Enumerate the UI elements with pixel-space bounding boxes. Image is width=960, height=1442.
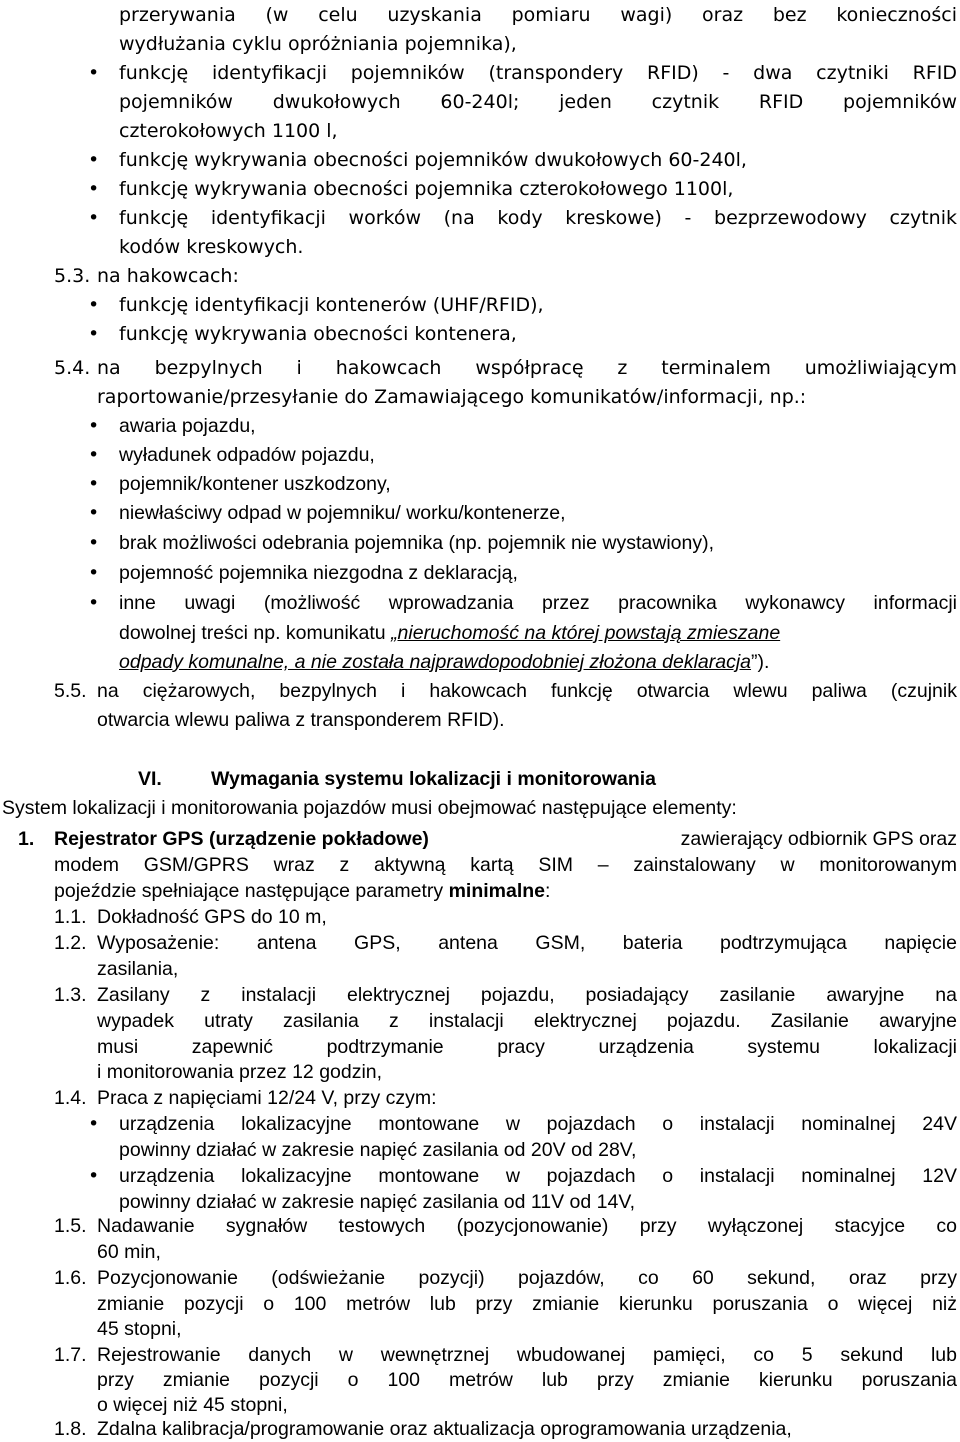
bullet-icon: •	[88, 415, 100, 437]
list-item: funkcję identyfikacji kontenerów (UHF/RFID),	[119, 294, 544, 316]
subitem-text: Dokładność GPS do 10 m,	[97, 906, 327, 928]
italic-quote: odpady komunalne, a nie została najprawdopodobniej złożona deklaracja	[119, 651, 752, 673]
bullet-icon: •	[88, 62, 100, 84]
plain-text: ”).	[751, 651, 770, 673]
subitem-text: zmianie pozycji o 100 metrów lub przy zmianie kierunku poruszania o więcej niż	[97, 1293, 957, 1315]
plain-text: pojeździe spełniające następujące parametry	[54, 880, 449, 902]
list-item: pojemnik/kontener uszkodzony,	[119, 473, 391, 495]
list-item: urządzenia lokalizacyjne montowane w pojazdach o instalacji nominalnej 12V	[119, 1165, 957, 1187]
list-item: inne uwagi (możliwość wprowadzania przez pracownika wykonawcy informacji	[119, 592, 957, 614]
item-number: 1.	[18, 828, 35, 850]
section-text: na ciężarowych, bezpylnych i hakowcach funkcję otwarcia wlewu paliwa (czujnik	[97, 680, 957, 702]
subitem-number: 1.7.	[54, 1344, 87, 1366]
subitem-text: o więcej niż 45 stopni,	[97, 1394, 288, 1416]
subitem-text: zasilania,	[97, 958, 179, 980]
list-item-cont: czterokołowych 1100 l,	[119, 120, 338, 142]
bullet-icon: •	[88, 502, 100, 524]
subitem-text: Zdalna kalibracja/programowanie oraz aktualizacja oprogramowania urządzenia,	[97, 1418, 792, 1440]
section-number: VI.	[138, 768, 162, 790]
list-item: awaria pojazdu,	[119, 415, 256, 437]
subitem-text: Rejestrowanie danych w wewnętrznej wbudowanej pamięci, co 5 sekund lub	[97, 1344, 957, 1366]
plain-text: dowolnej treści np. komunikatu	[119, 622, 392, 644]
section-number: 5.4.	[54, 357, 91, 379]
bold-text: Rejestrator GPS (urządzenie pokładowe)	[54, 828, 429, 850]
list-item-cont: powinny działać w zakresie napięć zasilania od 11V od 14V,	[119, 1191, 635, 1213]
subitem-number: 1.2.	[54, 932, 87, 954]
subitem-text: Wyposażenie: antena GPS, antena GSM, bateria podtrzymująca napięcie	[97, 932, 957, 954]
bullet-icon: •	[88, 532, 100, 554]
italic-quote: „nieruchomość na której powstają zmieszane	[391, 622, 781, 644]
text-line: wydłużania cyklu opróżniania pojemnika),	[119, 33, 517, 55]
bullet-icon: •	[88, 1113, 100, 1135]
subitem-text: Nadawanie sygnałów testowych (pozycjonowanie) przy wyłączonej stacyjce co	[97, 1215, 957, 1237]
bullet-icon: •	[88, 294, 100, 316]
item-text	[54, 826, 957, 852]
subitem-text: i monitorowania przez 12 godzin,	[97, 1061, 383, 1083]
plain-text: zawierający odbiornik GPS oraz	[680, 828, 957, 850]
list-item: wyładunek odpadów pojazdu,	[119, 444, 375, 466]
list-item: brak możliwości odebrania pojemnika (np. pojemnik nie wystawiony),	[119, 532, 715, 554]
subitem-text: 45 stopni,	[97, 1318, 182, 1340]
intro-text: System lokalizacji i monitorowania pojazdów musi obejmować następujące elementy:	[2, 797, 737, 819]
section-text: otwarcia wlewu paliwa z transponderem RFID).	[97, 709, 505, 731]
list-item-cont: kodów kreskowych.	[119, 236, 304, 258]
subitem-text: Praca z napięciami 12/24 V, przy czym:	[97, 1087, 437, 1109]
bullet-icon: •	[88, 323, 100, 345]
item-text	[54, 878, 550, 904]
subitem-number: 1.1.	[54, 906, 87, 928]
bullet-icon: •	[88, 444, 100, 466]
bold-text: minimalne	[448, 880, 546, 902]
subitem-text: przy zmianie pozycji o 100 metrów lub przy zmianie kierunku poruszania	[97, 1369, 957, 1391]
subitem-number: 1.8.	[54, 1418, 87, 1440]
subitem-text: musi zapewnić podtrzymanie pracy urządzenia systemu lokalizacji	[97, 1036, 957, 1058]
subitem-number: 1.4.	[54, 1087, 87, 1109]
section-number: 5.5.	[54, 680, 87, 702]
text-line: przerywania (w celu uzyskania pomiaru wagi) oraz bez konieczności	[119, 4, 957, 26]
list-item-cont: pojemników dwukołowych 60-240l; jeden czytnik RFID pojemników	[119, 91, 957, 113]
list-item: niewłaściwy odpad w pojemniku/ worku/kontenerze,	[119, 502, 566, 524]
subitem-number: 1.6.	[54, 1267, 87, 1289]
list-item-cont: powinny działać w zakresie napięć zasilania od 20V od 28V,	[119, 1139, 637, 1161]
list-item: funkcję wykrywania obecności kontenera,	[119, 323, 517, 345]
plain-text: :	[545, 880, 551, 902]
bullet-icon: •	[88, 1165, 100, 1187]
item-text: modem GSM/GPRS wraz z aktywną kartą SIM – zainstalowany w monitorowanym	[54, 854, 957, 876]
section-title: Wymagania systemu lokalizacji i monitorowania	[211, 768, 657, 790]
section-heading: na hakowcach:	[97, 265, 239, 287]
subitem-text: 60 min,	[97, 1241, 161, 1263]
section-text: raportowanie/przesyłanie do Zamawiającego komunikatów/informacji, np.:	[97, 386, 807, 408]
list-item: funkcję identyfikacji worków (na kody kreskowe) - bezprzewodowy czytnik	[119, 207, 957, 229]
bullet-icon: •	[88, 149, 100, 171]
list-item-cont	[119, 620, 780, 646]
subitem-text: Zasilany z instalacji elektrycznej pojazdu, posiadający zasilanie awaryjne na	[97, 984, 957, 1006]
bullet-icon: •	[88, 562, 100, 584]
section-number: 5.3.	[54, 265, 91, 287]
subitem-number: 1.3.	[54, 984, 87, 1006]
subitem-number: 1.5.	[54, 1215, 87, 1237]
list-item: pojemność pojemnika niezgodna z deklaracją,	[119, 562, 518, 584]
bullet-icon: •	[88, 207, 100, 229]
section-text: na bezpylnych i hakowcach współpracę z terminalem umożliwiającym	[97, 357, 957, 379]
bullet-icon: •	[88, 473, 100, 495]
list-item: funkcję identyfikacji pojemników (transpondery RFID) - dwa czytniki RFID	[119, 62, 957, 84]
list-item: funkcję wykrywania obecności pojemnika czterokołowego 1100l,	[119, 178, 734, 200]
subitem-text: wypadek utraty zasilania z instalacji elektrycznej pojazdu. Zasilanie awaryjne	[97, 1010, 957, 1032]
list-item-cont	[119, 649, 769, 675]
bullet-icon: •	[88, 592, 100, 614]
list-item: urządzenia lokalizacyjne montowane w pojazdach o instalacji nominalnej 24V	[119, 1113, 957, 1135]
bullet-icon: •	[88, 178, 100, 200]
list-item: funkcję wykrywania obecności pojemników dwukołowych 60-240l,	[119, 149, 747, 171]
subitem-text: Pozycjonowanie (odświeżanie pozycji) pojazdów, co 60 sekund, oraz przy	[97, 1267, 957, 1289]
